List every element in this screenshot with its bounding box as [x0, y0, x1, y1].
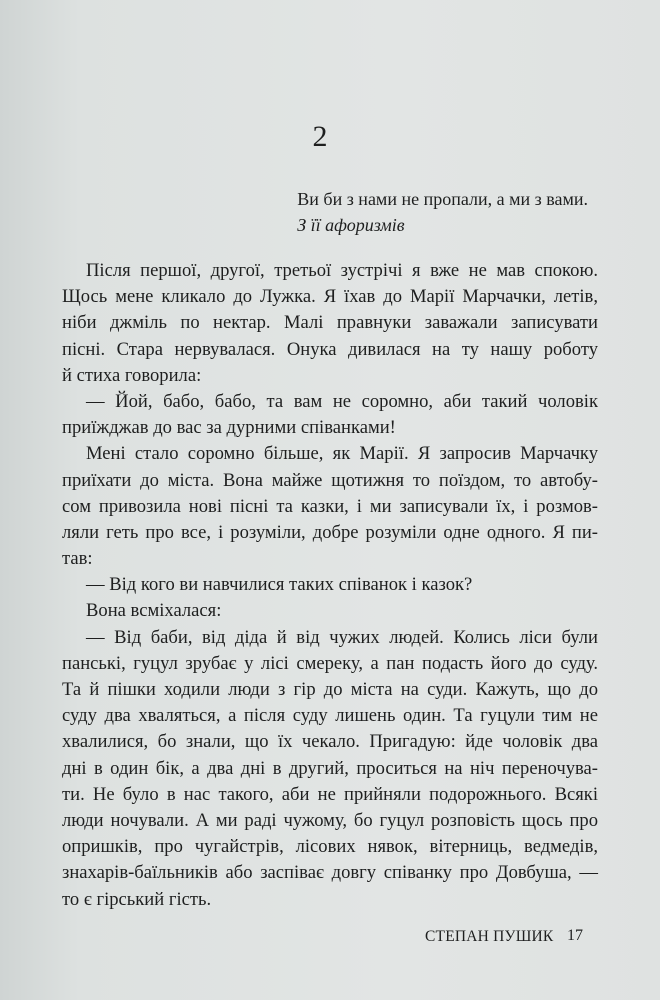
text-line: Після першої, другої, третьої зустрічі я вже не мав спокою.: [86, 260, 598, 281]
text-line: — Йой, бабо, бабо, та вам не соромно, аби такий чоловік: [86, 390, 598, 412]
chapter-number: 2: [312, 120, 328, 153]
text-line: ляли геть про все, і розуміли, добре розуміли одне одного. Я пи-: [62, 521, 598, 543]
text-line: й стиха говорила:: [62, 364, 202, 386]
text-line: приїжджав до вас за дурними співанками!: [62, 417, 396, 439]
text-line: приїхати до міста. Вона майже щотижня то поїздом, то автобу-: [62, 469, 598, 491]
text-line: люди ночували. А ми раді чужому, бо гуцул розповість щось про: [62, 809, 598, 831]
text-line: хвалилися, бо знали, що їх чекало. Пригадую: йде чоловік два: [62, 731, 598, 753]
text-line: ніби джміль по нектар. Малі правнуки заважали записувати: [62, 312, 598, 334]
running-footer-author: СТЕПАН ПУШИК: [425, 928, 554, 945]
epigraph-quote: Ви би з нами не пропали, а ми з вами.: [297, 189, 588, 209]
text-line: панські, гуцул зрубає у лісі смереку, а пан подасть його до суду.: [62, 652, 598, 674]
text-line: — Від баби, від діда й від чужих людей. Колись ліси були: [86, 626, 598, 648]
text-line: — Від кого ви навчилися таких співанок і казок?: [86, 574, 473, 596]
text-line: знахарів-баїльників або заспіває довгу співанку про Довбуша, —: [62, 862, 598, 884]
text-line: пісні. Стара нервувалася. Онука дивилася на ту нашу роботу: [62, 338, 598, 360]
text-line: Щось мене кликало до Лужка. Я їхав до Марії Марчачки, летів,: [62, 286, 598, 308]
epigraph-source: З її афоризмів: [297, 215, 405, 235]
text-line: то є гірський гість.: [62, 888, 212, 910]
body-text: [62, 258, 598, 913]
text-line: дні в один бік, а два дні в другий, проситься на ніч переночува-: [62, 757, 598, 779]
text-line: опришків, про чугайстрів, лісових нявок, вітерниць, ведмедів,: [62, 836, 598, 858]
text-line: ти. Не було в нас такого, аби не прийняли подорожнього. Всякі: [62, 783, 598, 805]
text-line: Вона всміхалася:: [86, 600, 222, 622]
epigraph: [297, 186, 588, 238]
text-line: Та й пішки ходили люди з гір до міста на суди. Кажуть, що до: [62, 679, 598, 700]
text-line: суду два хваляться, а після суду лишень один. Та гуцули тим не: [62, 705, 598, 727]
page-number: 17: [567, 927, 583, 944]
text-line: сом привозила нові пісні та казки, і ми записували їх, і розмов-: [62, 495, 598, 517]
text-line: тав:: [62, 548, 93, 570]
text-line: Мені стало соромно більше, як Марії. Я запросив Марчачку: [86, 443, 598, 465]
